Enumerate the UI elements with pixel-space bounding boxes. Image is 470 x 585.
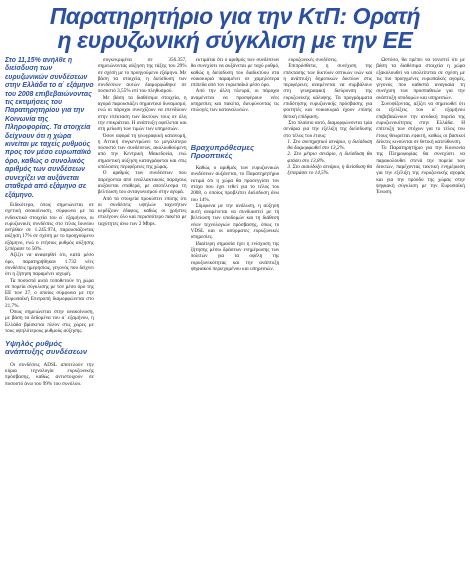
subheading-outlook: Βραχυπρόθεσμες Προοπτικές bbox=[190, 142, 255, 160]
lead-block bbox=[5, 57, 94, 199]
paragraph: Το Παρατηρητήριο για την Κοινωνία της Πληροφορίας θα συνεχίσει να παρακολουθεί στενά την πορεία των δεικτών, παρέχοντας τακτική ενημέρωση για την εξέλιξη της ευρυζωνικής αγοράς και για την πρόοδο της χώρας στην ψηφιακή σύγκλιση με την Ευρωπαϊκή Ένωση. bbox=[376, 145, 465, 196]
scenario-item: 3. Στο αισιόδοξο σενάριο, η διείσδυση θα ξεπεράσει το 14,5%. bbox=[287, 164, 373, 177]
scenario-item: 2. Στο μέτριο σενάριο, η διείσδυση θα φτάσει στο 13,8%. bbox=[287, 151, 373, 164]
article-headline bbox=[5, 4, 465, 52]
paragraph: Όσον αφορά τη γεωγραφική κατανομή, η Αττική συγκεντρώνει το μεγαλύτερο ποσοστό των συνδέσεων, ακολουθούμενη από την Κεντρική Μακεδονία, ενώ σημαντική αύξηση καταγράφεται και στις υπόλοιπες περιφέρειες της χώρας. bbox=[97, 132, 187, 171]
paragraph: Καθώς ο αριθμός των ευρυζωνικών συνδέσεων αυξάνεται, το Παρατηρητήριο εκτιμά ότι η χώρα θα προσεγγίσει τον στόχο που έχει τεθεί για το τέλος του 2008, ο οποίος προβλέπει διείσδυση άνω του 14%. bbox=[190, 165, 280, 203]
headline-line-1: Παρατηρητήριο για την ΚτΠ: Ορατή bbox=[49, 3, 421, 29]
article-lead: Στο 11,15% ανήλθε η διείσδυση των ευρυζωνικών συνδέσεων στην Ελλάδα το α΄ εξάμηνο του 2008 επιβεβαιώνοντας τις εκτιμήσεις του Παρατηρητηρίου για την Κοινωνία της Πληροφορίας. Τα στοιχεία δείχνουν ότι η χώρα κινείται με ταχείς ρυθμούς προς τον μέσο ευρωπαϊκό όρο, καθώς ο συνολικός αριθμός των συνδέσεων συνεχίζει να αυξάνεται σταθερά από εξάμηνο σε εξάμηνο. bbox=[5, 57, 94, 199]
paragraph: Τα ποσοστά αυτά τοποθετούν τη χώρα σε πορεία σύγκλισης με τον μέσο όρο της ΕΕ των 27, ο οποίος σύμφωνα με την Ευρωπαϊκή Επιτροπή διαμορφώνεται στο 21,7%. bbox=[5, 277, 94, 309]
column-5 bbox=[376, 57, 465, 585]
headline-line-2: η ευρυζωνική σύγκλιση με την ΕΕ bbox=[57, 27, 413, 53]
paragraph: Με βάση τα διαθέσιμα στοιχεία, η αγορά παρουσιάζει σημαντικό δυναμισμό, ενώ οι πάροχοι συνεχίζουν να επενδύουν στην επέκταση των δικτύων τους σε όλη την επικράτεια. Η ανάπτυξη οφείλεται και στη μείωση των τιμών των υπηρεσιών. bbox=[97, 94, 187, 133]
column-1 bbox=[5, 57, 94, 577]
paragraph: συγκεκριμένα σε 356.357, σημειώνοντας αύξηση της τάξης του 29% σε σχέση με το προηγούμενο εξάμηνο. Με βάση τα στοιχεία, η διείσδυση των συνδέσεων αυτών διαμορφώθηκε σε ποσοστό 3,55% επί του πληθυσμού. bbox=[97, 57, 187, 95]
column-4 bbox=[283, 57, 372, 585]
subheading-growth: Υψηλός ρυθμός ανάπτυξης συνδέσεων bbox=[5, 339, 88, 357]
paragraph: Όπως σημειώνεται στην ανακοίνωση, με βάση τα δεδομένα του α΄ εξαμήνου, η Ελλάδα βρίσκεται πλέον στις χώρες με τους υψηλότερους ρυθμούς αύξησης. bbox=[5, 309, 94, 334]
paragraph: Στο πλαίσιο αυτό, διαμορφώνονται τρία σενάρια για την εξέλιξη της διείσδυσης στο τέλος του έτους: bbox=[283, 119, 373, 139]
paragraph: εκτιμάται ότι ο αριθμός των συνδέσεων θα συνεχίσει να αυξάνεται με ταχύ ρυθμό, καθώς η διείσδυση του διαδικτύου στα νοικοκυριά παραμένει σε χαμηλότερα επίπεδα από τον ευρωπαϊκό μέσο όρο. bbox=[190, 57, 280, 89]
paragraph: Σύμφωνα με την ανάλυση, η αύξηση αυτή αναμένεται να συνδυαστεί με τη βελτίωση των υποδομών και τη διάθεση νέων τεχνολογιών πρόσβασης, όπως το VDSL και οι ασύρματες ευρυζωνικές υπηρεσίες. bbox=[190, 202, 280, 241]
paragraph: Ιδιαίτερη σημασία έχει η ενίσχυση της ζήτησης μέσω δράσεων ενημέρωσης των πολιτών για τα οφέλη της ευρυζωνικότητας και την ανάπτυξη ψηφιακού περιεχομένου και υπηρεσιών. bbox=[190, 240, 280, 272]
paragraph: Ειδικότερα, όπως σημειώνεται σε σχετική ανακοίνωση, σύμφωνα με τα ενδεικτικά στοιχεία του α΄ εξαμήνου, οι ευρυζωνικές συνδέσεις στο τέλος Ιουνίου ανήλθαν σε 1.245.974, παρουσιάζοντας αύξηση 17% σε σχέση με το προηγούμενο εξάμηνο, ενώ ο ετήσιος ρυθμός αύξησης ξεπέρασε το 50%. bbox=[5, 202, 94, 253]
paragraph: Από τα στοιχεία προκύπτει επίσης ότι οι συνδέσεις υψηλών ταχυτήτων κερδίζουν έδαφος, καθώς οι χρήστες επιλέγουν όλο και περισσότερο πακέτα με ταχύτητες άνω των 2 Mbps. bbox=[97, 195, 187, 227]
paragraph: Συνοψίζοντας, αξίζει να σημειωθεί ότι οι εξελίξεις του α΄ εξαμήνου επιβεβαιώνουν την ανοδική πορεία της ευρυζωνικότητας στην Ελλάδα. Η επίτευξη των στόχων για το τέλος του έτους θεωρείται εφικτή, καθώς οι βασικοί δείκτες κινούνται σε θετική κατεύθυνση. bbox=[376, 101, 465, 145]
paragraph: Επιπρόσθετα, η συνέχιση της επέκτασης των δικτύων οπτικών ινών και η ανάπτυξη δημοτικών δικτύων στις περιφέρειες αναμένεται να συμβάλουν στη γεωγραφική διεύρυνση της ευρυζωνικής κάλυψης. Τα προγράμματα επιδότησης ευρυζωνικής πρόσβασης για φοιτητές και νοικοκυριά έχουν επίσης θετική επίδραση. bbox=[283, 63, 373, 120]
column-2 bbox=[98, 57, 187, 585]
paragraph: Ο αριθμός των συνδέσεων που παρέχονται από εναλλακτικούς παρόχους αυξάνεται σταθερά, με αποτέλεσμα τη βελτίωση του ανταγωνισμού στην αγορά. bbox=[97, 170, 187, 196]
paragraph: ευρυζωνικές συνδέσεις. bbox=[288, 57, 338, 63]
paragraph: Από την άλλη πλευρά, οι πάροχοι αναμένεται να προσφέρουν νέες υπηρεσίες και πακέτα, διευρύνοντας τις επιλογές των καταναλωτών. bbox=[190, 88, 280, 114]
article-columns bbox=[5, 57, 465, 585]
paragraph: Ωστόσο, θα πρέπει να τονιστεί ότι με βάση τα διαθέσιμα στοιχεία η χώρα εξακολουθεί να υπολείπεται σε σχέση με τις πιο προηγμένες ευρωπαϊκές αγορές, γεγονός που καθιστά αναγκαία τη συνέχιση των προσπαθειών για την ανάπτυξη υποδομών και υπηρεσιών. bbox=[376, 57, 465, 101]
scenario-item: 1. Στο συντηρητικό σενάριο, η διείσδυση θα διαμορφωθεί στο 13,2%. bbox=[287, 138, 373, 152]
paragraph: Αξίζει να αναφερθεί ότι, κατά μέσο όρο, παρατηρήθηκαν 1.732 νέες συνδέσεις ημερησίως, γεγονός που δείχνει ότι η ζήτηση παραμένει ισχυρή. bbox=[5, 252, 94, 278]
column-3 bbox=[191, 57, 280, 585]
paragraph: Οι συνδέσεις ADSL αποτελούν την κύρια τεχνολογία ευρυζωνικής πρόσβασης, καθώς αντιστοιχούν σε ποσοστό άνω του 99% του συνόλου. bbox=[5, 361, 94, 387]
